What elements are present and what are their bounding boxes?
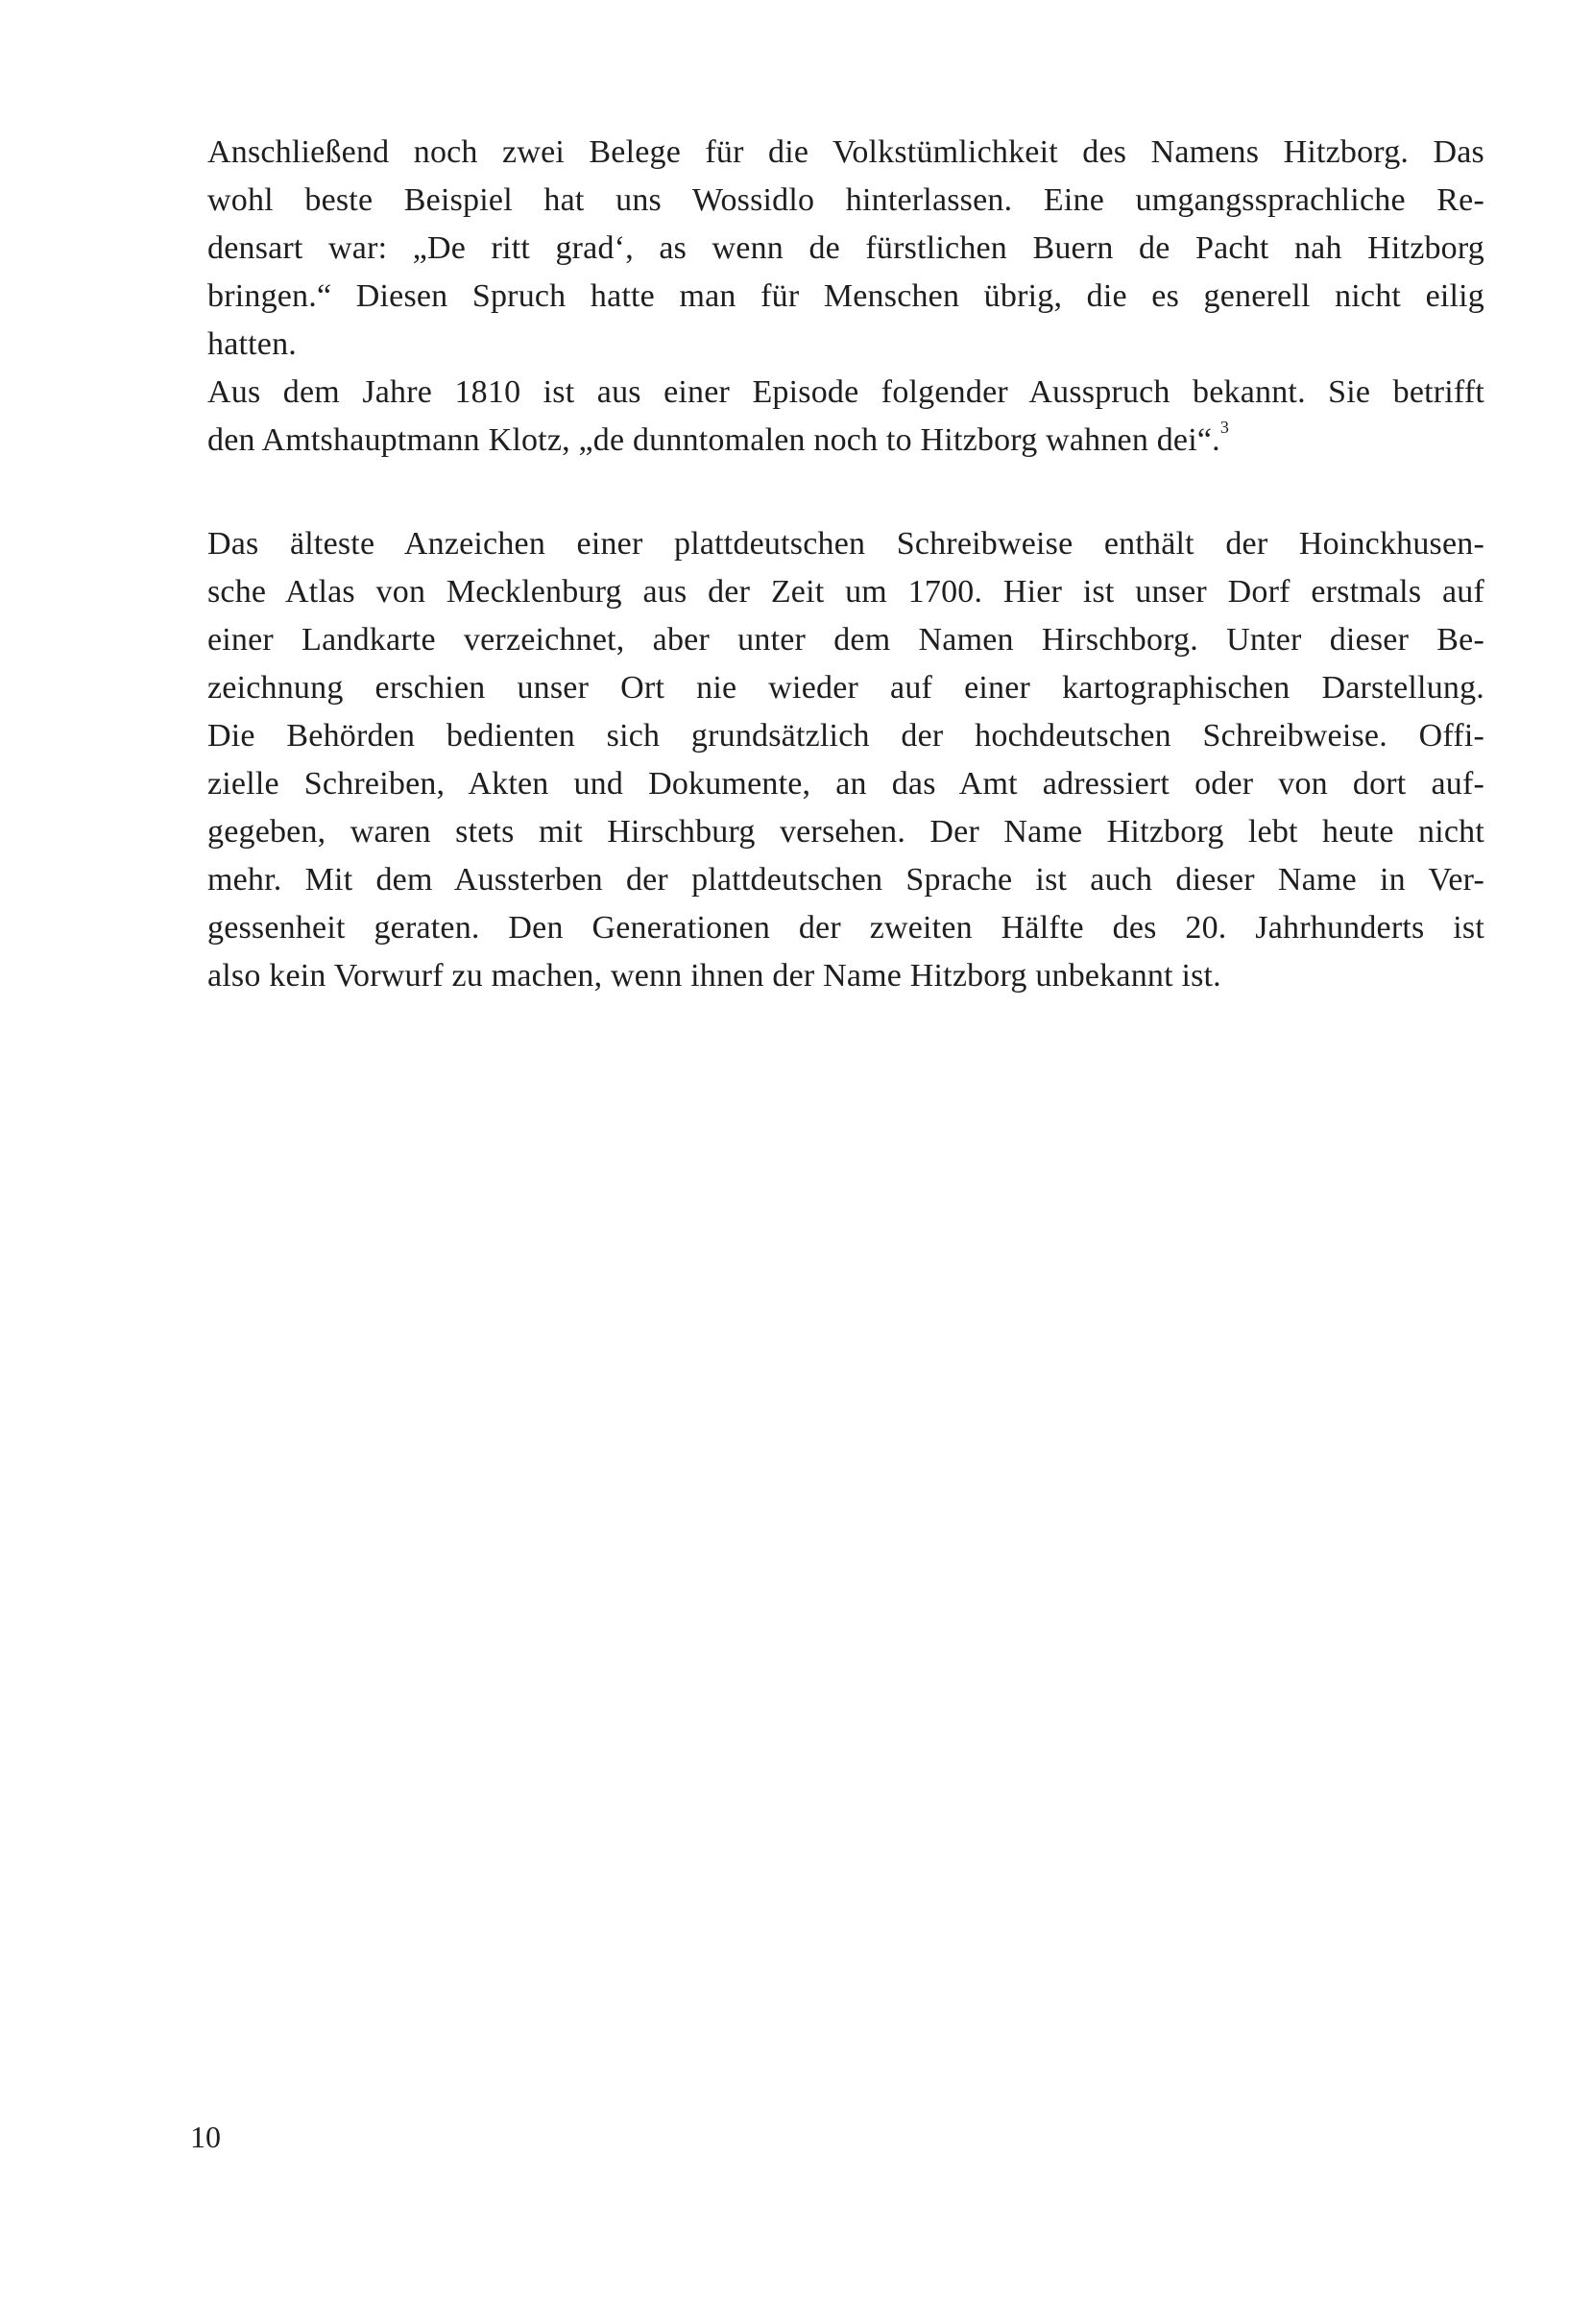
text-line: mehr. Mit dem Aussterben der plattdeutschen Sprache ist auch dieser Name in Ver-	[207, 862, 1484, 898]
text-line: bringen.“ Diesen Spruch hatte man für Menschen übrig, die es generell nicht eilig	[207, 278, 1484, 314]
text-line: densart war: „De ritt grad‘, as wenn de fürstlichen Buern de Pacht nah Hitzborg	[207, 230, 1484, 266]
text-line: Aus dem Jahre 1810 ist aus einer Episode folgender Ausspruch bekannt. Sie betrifft	[207, 374, 1484, 410]
text-line: den Amtshauptmann Klotz, „de dunntomalen noch to Hitzborg wahnen dei“.	[207, 422, 1220, 458]
text-line: Die Behörden bedienten sich grundsätzlich der hochdeutschen Schreibweise. Offi-	[207, 718, 1484, 754]
page-number: 10	[190, 2120, 221, 2154]
text-line: wohl beste Beispiel hat uns Wossidlo hinterlassen. Eine umgangssprachliche Re-	[207, 182, 1484, 218]
text-line: hatten.	[207, 326, 297, 362]
footnote-marker: 3	[1219, 418, 1230, 437]
text-line: sche Atlas von Mecklenburg aus der Zeit um 1700. Hier ist unser Dorf erstmals auf	[207, 574, 1484, 610]
text-line-with-footnote	[207, 417, 1229, 465]
text-line: also kein Vorwurf zu machen, wenn ihnen der Name Hitzborg unbekannt ist.	[207, 958, 1221, 994]
text-line: Anschließend noch zwei Belege für die Volkstümlichkeit des Namens Hitzborg. Das	[207, 134, 1484, 170]
text-line: einer Landkarte verzeichnet, aber unter dem Namen Hirschborg. Unter dieser Be-	[207, 622, 1484, 658]
text-line: zeichnung erschien unser Ort nie wieder auf einer kartographischen Darstellung.	[207, 670, 1484, 706]
text-line: Das älteste Anzeichen einer plattdeutschen Schreibweise enthält der Hoinckhusen-	[207, 526, 1484, 562]
text-line: gessenheit geraten. Den Generationen der zweiten Hälfte des 20. Jahrhunderts ist	[207, 910, 1484, 946]
text-line: zielle Schreiben, Akten und Dokumente, an das Amt adressiert oder von dort auf-	[207, 766, 1484, 802]
text-line: gegeben, waren stets mit Hirschburg versehen. Der Name Hitzborg lebt heute nicht	[207, 814, 1484, 850]
